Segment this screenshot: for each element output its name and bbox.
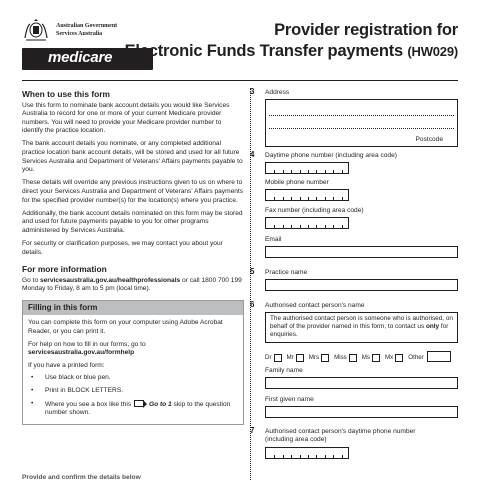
fax-field[interactable] xyxy=(265,217,349,229)
digit-separator xyxy=(283,225,284,228)
digit-separator xyxy=(300,170,301,173)
address-field[interactable] xyxy=(265,99,458,147)
digit-separator xyxy=(316,197,317,200)
filling-paragraph-2: For help on how to fill in our forms, go to servicesaustralia.gov.au/formhelp xyxy=(28,340,146,357)
title-line1: Provider registration for xyxy=(274,21,458,39)
title-mx-checkbox[interactable] xyxy=(395,354,403,362)
instructions-column xyxy=(22,88,244,425)
daytime-phone-label: Daytime phone number (including area code) xyxy=(265,152,397,159)
title-mr-checkbox[interactable] xyxy=(296,354,304,362)
when-paragraph-3: These details will override any previous instructions given to us on where to direct your Services Australia and Department of Veterans' Affairs payments for the specified provider number(s) for the location(s) where you practice. xyxy=(22,179,244,204)
coat-of-arms-icon xyxy=(22,18,50,42)
fax-label: Fax number (including area code) xyxy=(265,207,364,214)
more-info-paragraph: Go to servicesaustralia.gov.au/healthprofessionals or call 1800 700 199 Monday to Friday, 8 am to 5 pm (local time). xyxy=(22,276,242,293)
daytime-phone-field[interactable] xyxy=(265,162,349,174)
contact-phone-field[interactable] xyxy=(265,447,349,459)
authorised-contact-note: The authorised contact person is someone who is authorised, on behalf of the provider named in this form, to contact us only for enquiries. xyxy=(265,312,458,343)
digit-separator xyxy=(291,197,292,200)
gov-line1: Australian Government xyxy=(56,23,118,29)
when-heading: When to use this form xyxy=(22,89,110,99)
title-mrs-label: Mrs xyxy=(308,354,320,361)
digit-separator xyxy=(333,170,334,173)
question-5-number: 5 xyxy=(250,267,255,276)
digit-separator xyxy=(300,225,301,228)
filling-paragraph-3: If you have a printed form: xyxy=(28,361,105,369)
goto-arrow-icon xyxy=(134,400,144,407)
title-other-field[interactable] xyxy=(427,351,451,362)
digit-separator xyxy=(342,170,343,173)
digit-separator xyxy=(325,455,326,458)
mobile-phone-field[interactable] xyxy=(265,189,349,201)
mobile-phone-label: Mobile phone number xyxy=(265,179,329,186)
digit-separator xyxy=(325,170,326,173)
first-given-name-label: First given name xyxy=(265,396,314,403)
title-options xyxy=(265,350,458,362)
list-item: • Where you see a box like this Go to 1 skip to the question number shown. xyxy=(28,400,238,418)
postcode-label: Postcode xyxy=(415,136,443,143)
form-code: (HW029) xyxy=(407,44,458,59)
digit-separator xyxy=(274,225,275,228)
digit-separator xyxy=(316,225,317,228)
digit-separator xyxy=(333,225,334,228)
digit-separator xyxy=(274,455,275,458)
when-paragraph-2: The bank account details you nominate, or any completed additional practice location bank account details, will be stored and used for all future Services Australia and Department of Veterans' Affairs payments payable to you. xyxy=(22,140,243,174)
more-info-heading: For more information xyxy=(22,264,107,275)
title-miss-label: Miss xyxy=(334,354,347,361)
column-divider xyxy=(250,88,251,480)
digit-separator xyxy=(342,225,343,228)
list-item: • Use black or blue pen. xyxy=(28,374,238,383)
digit-separator xyxy=(342,197,343,200)
question-3-number: 3 xyxy=(250,87,255,96)
practice-name-field[interactable] xyxy=(265,279,458,291)
gov-line2: Services Australia xyxy=(56,31,103,37)
goto-label: Go to 1 xyxy=(148,400,172,408)
digit-separator xyxy=(308,225,309,228)
contact-phone-label: Authorised contact person's daytime phone number (including area code) xyxy=(265,428,416,443)
title-ms-checkbox[interactable] xyxy=(372,354,380,362)
family-name-field[interactable] xyxy=(265,377,458,389)
digit-separator xyxy=(308,455,309,458)
title-miss-checkbox[interactable] xyxy=(349,354,357,362)
first-given-name-field[interactable] xyxy=(265,406,458,418)
title-dr-checkbox[interactable] xyxy=(274,354,282,362)
medicare-brand-text: medicare xyxy=(48,49,113,66)
title-ms-label: Ms xyxy=(361,354,371,361)
practice-name-label: Practice name xyxy=(265,269,308,276)
family-name-label: Family name xyxy=(265,367,303,374)
email-field[interactable] xyxy=(265,246,458,258)
filling-form-box xyxy=(22,300,244,425)
when-paragraph-5: For security or clarification purposes, we may contact you about your details. xyxy=(22,239,223,256)
digit-separator xyxy=(308,170,309,173)
digit-separator xyxy=(316,170,317,173)
title-mx-label: Mx xyxy=(385,354,394,361)
filling-form-heading: Filling in this form xyxy=(23,301,243,316)
cut-off-text: Provide and confirm the details below xyxy=(22,474,141,480)
digit-separator xyxy=(300,197,301,200)
when-paragraph-1: Use this form to nominate bank account details you would like Services Australia to record for one or more of your current Medicare provider numbers. You will need to provide your Medicare provider number to identify the practice location. xyxy=(22,101,230,135)
digit-separator xyxy=(291,170,292,173)
title-mr-label: Mr xyxy=(286,354,294,361)
form-title xyxy=(125,20,458,63)
digit-separator xyxy=(291,225,292,228)
contact-person-label: Authorised contact person's name xyxy=(265,302,365,309)
digit-separator xyxy=(283,455,284,458)
title-dr-label: Dr xyxy=(265,354,272,361)
digit-separator xyxy=(325,225,326,228)
header-divider xyxy=(22,80,458,81)
question-4-number: 4 xyxy=(250,150,255,159)
digit-separator xyxy=(300,455,301,458)
email-label: Email xyxy=(265,236,282,243)
digit-separator xyxy=(283,197,284,200)
digit-separator xyxy=(333,455,334,458)
list-item: • Print in BLOCK LETTERS. xyxy=(28,387,238,396)
title-line2: Electronic Funds Transfer payments (HW029) xyxy=(124,42,458,60)
digit-separator xyxy=(274,170,275,173)
health-professionals-link[interactable]: servicesaustralia.gov.au/healthprofessionals xyxy=(39,276,181,284)
title-mrs-checkbox[interactable] xyxy=(321,354,329,362)
digit-separator xyxy=(283,170,284,173)
form-help-link[interactable]: servicesaustralia.gov.au/formhelp xyxy=(28,349,135,357)
digit-separator xyxy=(325,197,326,200)
question-6-number: 6 xyxy=(250,300,255,309)
digit-separator xyxy=(274,197,275,200)
question-7-number: 7 xyxy=(250,426,255,435)
title-other-label: Other xyxy=(408,354,424,361)
digit-separator xyxy=(333,197,334,200)
digit-separator xyxy=(308,197,309,200)
address-label: Address xyxy=(265,89,290,96)
filling-paragraph-1: You can complete this form on your computer using Adobe Acrobat Reader, or you can print it. xyxy=(28,319,223,336)
instruction-list xyxy=(28,374,238,417)
when-paragraph-4: Additionally, the bank account details nominated on this form may be stored and used for future payments payable to you for other programs administered by Services Australia. xyxy=(22,209,243,234)
digit-separator xyxy=(291,455,292,458)
digit-separator xyxy=(342,455,343,458)
digit-separator xyxy=(316,455,317,458)
